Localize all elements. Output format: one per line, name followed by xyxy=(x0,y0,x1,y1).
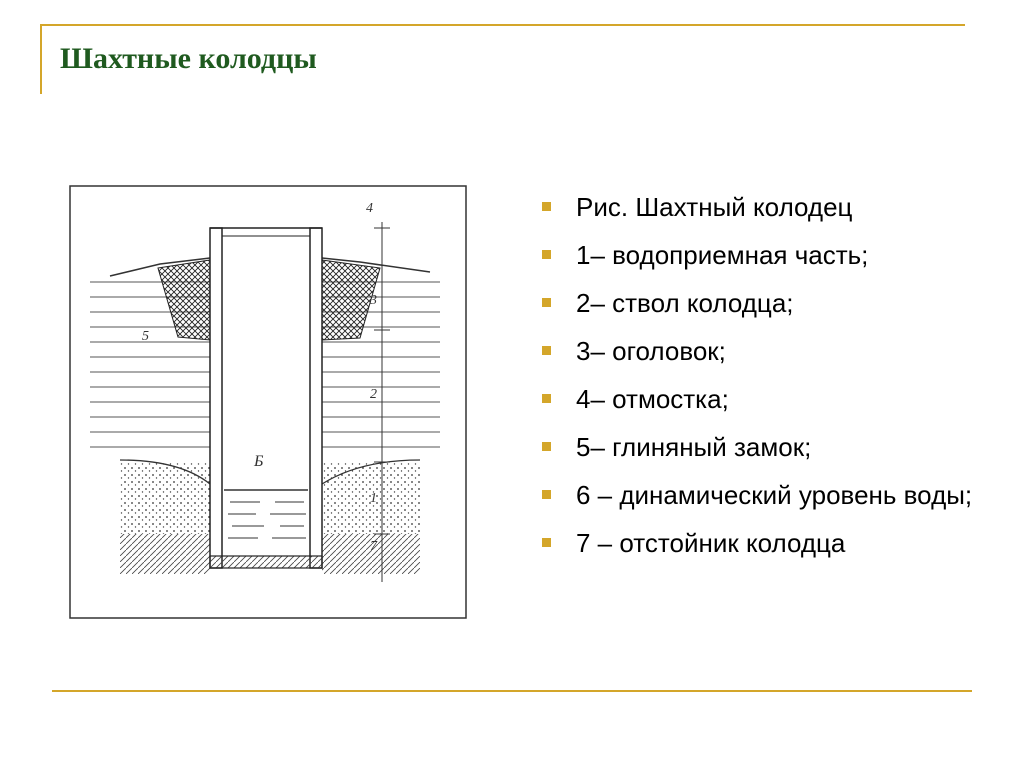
marker-label: 7 xyxy=(370,539,377,554)
list-item xyxy=(540,528,980,559)
aquifer-left xyxy=(120,462,210,534)
list-item xyxy=(540,432,980,463)
square-bullet-icon xyxy=(542,250,551,259)
slide-title: Шахтные колодцы xyxy=(60,42,317,75)
list-item-text: Рис. Шахтный колодец xyxy=(576,192,853,222)
well-shaft-wall-right xyxy=(310,228,322,568)
marker-label: 2 xyxy=(370,387,377,402)
bottom-divider xyxy=(52,690,972,692)
list-item-text: 2– ствол колодца; xyxy=(576,288,794,318)
list-item xyxy=(540,336,980,367)
sump-bottom xyxy=(210,556,322,568)
marker-label: Б xyxy=(254,453,264,470)
legend-list xyxy=(540,192,980,576)
list-item-text: 5– глиняный замок; xyxy=(576,432,812,462)
well-shaft-wall-left xyxy=(210,228,222,568)
list-item-text: 7 – отстойник колодца xyxy=(576,528,846,558)
marker-label: 1 xyxy=(370,491,377,506)
list-item-text: 3– оголовок; xyxy=(576,336,726,366)
square-bullet-icon xyxy=(542,202,551,211)
list-item-text: 4– отмостка; xyxy=(576,384,729,414)
list-item-text: 1– водоприемная часть; xyxy=(576,240,869,270)
list-item xyxy=(540,384,980,415)
square-bullet-icon xyxy=(542,394,551,403)
marker-label: 5 xyxy=(142,329,149,344)
marker-label: 3 xyxy=(370,293,377,308)
marker-label: 4 xyxy=(366,201,373,216)
list-item xyxy=(540,288,980,319)
list-item xyxy=(540,192,980,223)
square-bullet-icon xyxy=(542,490,551,499)
square-bullet-icon xyxy=(542,298,551,307)
title-accent-bar xyxy=(40,24,42,94)
top-divider xyxy=(40,24,965,26)
well-diagram xyxy=(60,172,480,632)
list-item xyxy=(540,480,980,511)
square-bullet-icon xyxy=(542,538,551,547)
square-bullet-icon xyxy=(542,346,551,355)
bottom-layer-left xyxy=(120,534,210,574)
list-item-text: 6 – динамический уровень воды; xyxy=(576,480,973,510)
square-bullet-icon xyxy=(542,442,551,451)
list-item xyxy=(540,240,980,271)
